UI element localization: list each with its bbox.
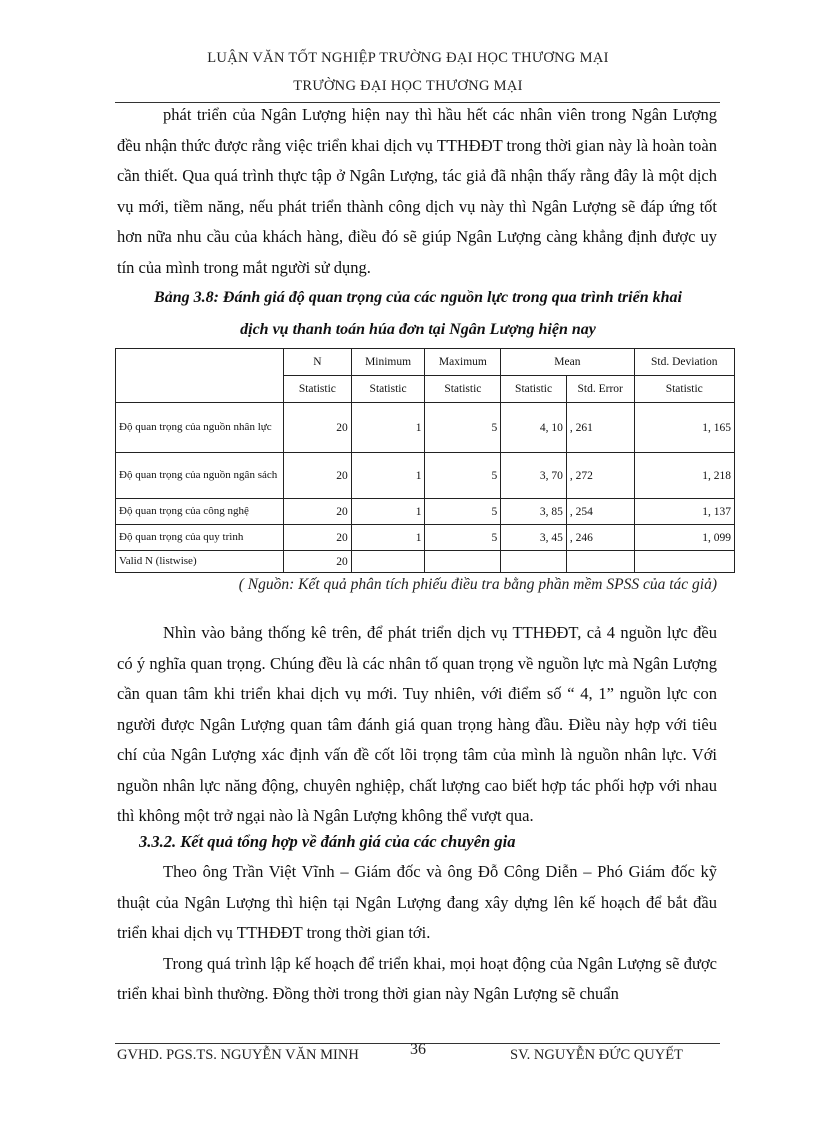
cell-mean: 4, 10	[501, 403, 567, 453]
section-heading: 3.3.2. Kết quả tổng hợp về đánh giá của các chuyên gia	[139, 832, 516, 851]
cell-n: 20	[284, 453, 352, 499]
expert-paragraph-1: Theo ông Trần Việt Vĩnh – Giám đốc và ông Đỗ Công Diễn – Phó Giám đốc kỹ thuật của Ngân Lượng thì hiện tại Ngân Lượng đang xây dựng lên kế hoạch để bắt đầu triển khai dịch vụ TTHĐĐT trong thời gian tới.	[117, 862, 717, 942]
cell-empty	[351, 551, 425, 573]
running-header-line-2: TRƯỜNG ĐẠI HỌC THƯƠNG MẠI	[293, 78, 523, 94]
row-label: Độ quan trọng của nguồn nhân lực	[116, 403, 284, 453]
cell-n: 20	[284, 403, 352, 453]
sub-header-statistic: Statistic	[425, 376, 501, 403]
cell-n: 20	[284, 525, 352, 551]
cell-std-deviation: 1, 218	[634, 453, 735, 499]
sub-header-statistic: Statistic	[501, 376, 567, 403]
table-source-note: ( Nguồn: Kết quả phân tích phiếu điều tra bằng phần mềm SPSS của tác giả)	[238, 576, 717, 593]
analysis-paragraph: Nhìn vào bảng thống kê trên, để phát triển dịch vụ TTHĐĐT, cả 4 nguồn lực đều có ý nghĩa quan trọng. Chúng đều là các nhân tố quan trọng về nguồn lực mà Ngân Lượng cần quan tâm khi triển khai dịch vụ mới. Tuy nhiên, với điểm số “ 4, 1” nguồn lực con người được Ngân Lượng quan tâm đánh giá quan trọng hàng đầu. Điều này hợp với tiêu chí của Ngân Lượng xác định vấn đề cốt lõi trọng tâm của mình là nguồn nhân lực. Với nguồn nhân lực năng động, chuyên nghiệp, chất lượng cao biết hợp tác phối hợp với nhau thì không một trở ngại nào là Ngân Lượng không thể vượt qua.	[117, 623, 717, 825]
cell-empty	[634, 551, 735, 573]
table-row	[116, 403, 735, 453]
page-number: 36	[410, 1041, 426, 1058]
table-row	[116, 499, 735, 525]
col-header-std-deviation: Std. Deviation	[634, 349, 735, 376]
cell-empty	[566, 551, 634, 573]
sub-header-statistic: Statistic	[351, 376, 425, 403]
cell-min: 1	[351, 499, 425, 525]
table-caption	[100, 282, 736, 346]
table-corner-cell	[116, 349, 284, 403]
cell-std-deviation: 1, 099	[634, 525, 735, 551]
cell-mean: 3, 85	[501, 499, 567, 525]
expert-paragraph-2: Trong quá trình lập kế hoạch để triển khai, mọi hoạt động của Ngân Lượng sẽ được triển khai bình thường. Đồng thời trong thời gian này Ngân Lượng sẽ chuẩn	[117, 953, 717, 1003]
cell-empty	[425, 551, 501, 573]
cell-max: 5	[425, 525, 501, 551]
intro-paragraph: phát triển của Ngân Lượng hiện nay thì hầu hết các nhân viên trong Ngân Lượng đều nhận thức được rằng việc triển khai dịch vụ TTHĐĐT trong thời gian này là hoàn toàn cần thiết. Qua quá trình thực tập ở Ngân Lượng, tác giả đã nhận thấy rằng đây là một dịch vụ mới, tiềm năng, nếu phát triển thành công dịch vụ này thì Ngân Lượng sẽ đáp ứng tốt hơn nữa nhu cầu của khách hàng, điều đó sẽ giúp Ngân Lượng càng khẳng định được uy tín của mình trong mắt người sử dụng.	[117, 105, 717, 277]
sub-header-std-error: Std. Error	[566, 376, 634, 403]
cell-std-error: , 272	[566, 453, 634, 499]
col-header-n: N	[284, 349, 352, 376]
sub-header-statistic: Statistic	[634, 376, 735, 403]
cell-std-error: , 246	[566, 525, 634, 551]
cell-min: 1	[351, 525, 425, 551]
cell-max: 5	[425, 403, 501, 453]
cell-std-error: , 254	[566, 499, 634, 525]
cell-empty	[501, 551, 567, 573]
row-label: Độ quan trọng của nguồn ngân sách	[116, 453, 284, 499]
table-row	[116, 453, 735, 499]
row-label: Độ quan trọng của quy trình	[116, 525, 284, 551]
footer-supervisor: GVHD. PGS.TS. NGUYỄN VĂN MINH	[117, 1047, 359, 1063]
table-caption-line-2: dịch vụ thanh toán húa đơn tại Ngân Lượng hiện nay	[240, 321, 596, 338]
running-header-line-1: LUẬN VĂN TỐT NGHIỆP TRƯỜNG ĐẠI HỌC THƯƠNG MẠI	[207, 50, 609, 66]
table-row	[116, 525, 735, 551]
row-label: Độ quan trọng của công nghệ	[116, 499, 284, 525]
col-header-maximum: Maximum	[425, 349, 501, 376]
cell-std-error: , 261	[566, 403, 634, 453]
cell-mean: 3, 70	[501, 453, 567, 499]
col-header-mean: Mean	[501, 349, 634, 376]
cell-std-deviation: 1, 137	[634, 499, 735, 525]
statistics-table	[115, 348, 735, 573]
cell-mean: 3, 45	[501, 525, 567, 551]
sub-header-statistic: Statistic	[284, 376, 352, 403]
cell-n: 20	[284, 551, 352, 573]
cell-min: 1	[351, 453, 425, 499]
table-row	[116, 551, 735, 573]
cell-min: 1	[351, 403, 425, 453]
table-caption-line-1: Bảng 3.8: Đánh giá độ quan trọng của các nguồn lực trong qua trình triển khai	[154, 289, 682, 306]
cell-max: 5	[425, 499, 501, 525]
cell-max: 5	[425, 453, 501, 499]
cell-n: 20	[284, 499, 352, 525]
table-header-row-top	[116, 349, 735, 376]
expert-paragraphs	[117, 857, 717, 1010]
footer-student: SV. NGUYỄN ĐỨC QUYẾT	[510, 1047, 683, 1063]
col-header-minimum: Minimum	[351, 349, 425, 376]
cell-std-deviation: 1, 165	[634, 403, 735, 453]
row-label: Valid N (listwise)	[116, 551, 284, 573]
